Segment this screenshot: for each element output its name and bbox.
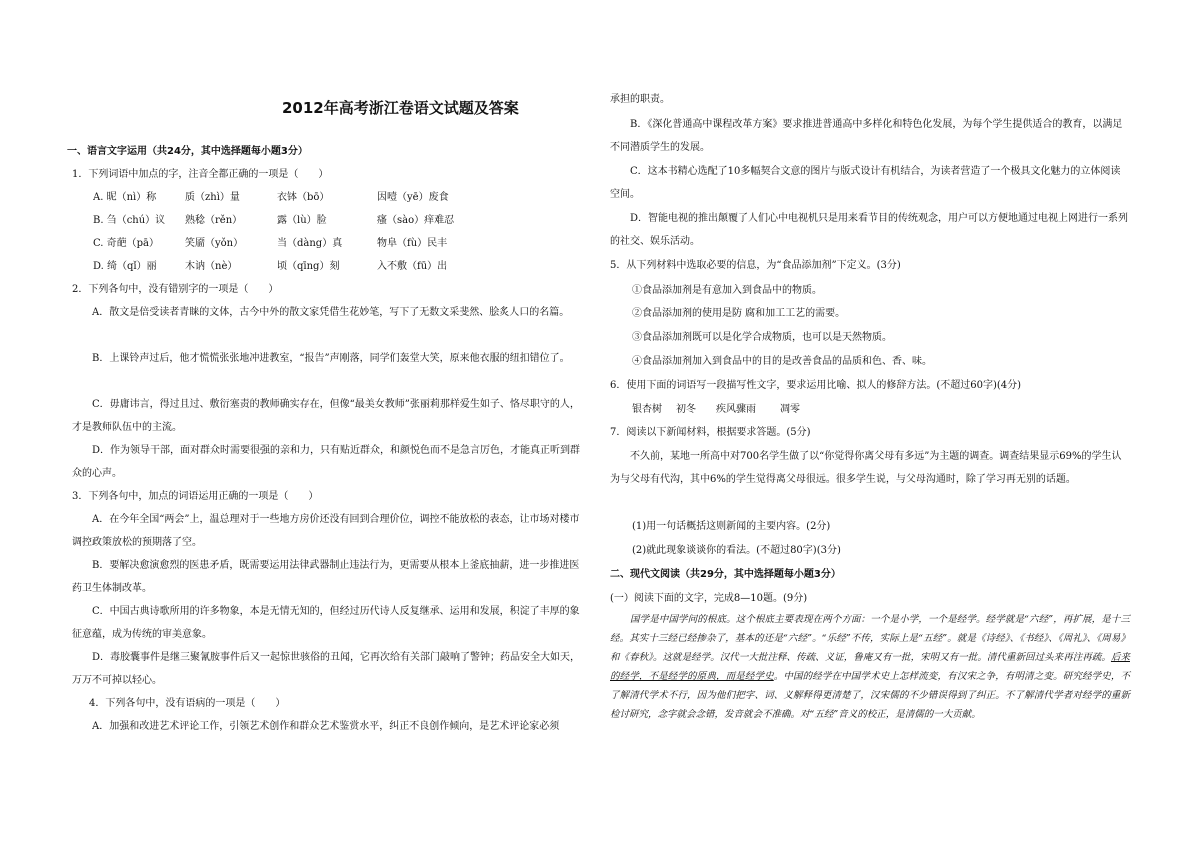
option-text: 质（zhì）量 — [185, 192, 240, 203]
option-text: 物阜（fù）民丰 — [377, 238, 448, 249]
q3-option-b: B．要解决愈演愈烈的医患矛盾，既需要运用法律武器制止违法行为，更需要从根本上釜底抽薪，进一步推进医药卫生体制改革。 — [72, 560, 580, 594]
q2-stem: 2．下列各句中，没有错别字的一项是（ ） — [72, 284, 279, 295]
reading-intro: (一）阅读下面的文字，完成8—10题。(9分) — [610, 593, 808, 604]
option-text: 入不敷（fū）出 — [377, 261, 448, 272]
q4-option-a-continued: 承担的职责。 — [610, 94, 670, 105]
option-text: A. 昵（nì）称 — [93, 192, 157, 203]
passage-text: 。中国的经学在中国学术史上怎样流变，有汉宋之争，有明清之变。研究经学史，不了解清代学术不行，因为他们把字、词、义解释得更清楚了，汉宋儒的不少错误得到了纠正。不了解清代学者对经学的重新检讨研究，念字就会念错，发音就会不准确。对“五经”音义的校正，是清儒的一大贡献。 — [610, 671, 1130, 720]
q6-word: 银杏树 — [632, 404, 662, 415]
option-text: 熟稔（rěn） — [185, 215, 243, 226]
q1-option-d — [93, 255, 469, 278]
passage-underlined-text: 后来的经学，不是经学的原典，而是经学史 — [610, 652, 1130, 682]
q4-stem: 4．下列各句中，没有语病的一项是（ ） — [89, 698, 286, 709]
q1-stem: 1．下列词语中加点的字，注音全都正确的一项是（ ） — [72, 169, 329, 180]
option-text: 木讷（nè） — [185, 261, 238, 272]
option-text: 当（dàng）真 — [277, 238, 343, 249]
q3-option-a: A．在今年全国“两会”上，温总理对于一些地方房价还没有回到合理价位，调控不能放松的表态，让市场对楼市调控政策放松的预期落了空。 — [72, 514, 580, 548]
q3-option-c: C．中国古典诗歌所用的许多物象，本是无情无知的，但经过历代诗人反复继承、运用和发展，积淀了丰厚的象征意蕴，成为传统的审美意象。 — [72, 606, 580, 640]
page-title: 2012年高考浙江卷语文试题及答案 — [282, 99, 519, 117]
q4-option-b: B．《深化普通高中课程改革方案》要求推进普通高中多样化和特色化发展，为每个学生提供适合的教育，以满足不同潜质学生的发展。 — [610, 119, 1123, 153]
option-text: 顷（qīng）刻 — [277, 261, 340, 272]
section-heading-1: 一、语言文字运用（共24分，其中选择题每小题3分） — [67, 146, 308, 157]
passage-text: 国学是中国学问的根底。这个根底主要表现在两个方面：一个是小学，一个是经学。经学就是“六经”，再扩展，是十三经。其实十三经已经掺杂了，基本的还是“六经”。“乐经”不传，实际上是“五经”。就是《诗经》、《书经》、《周礼》、《周易》和《春秋》。这就是经学。汉代一大批注释、传疏、义证，鲁庵又有一批，宋明又有一批。清代重新回过头来再注再疏。 — [610, 614, 1130, 663]
q5-item: ④食品添加剂加入到食品中的目的是改善食品的品质和色、香、味。 — [632, 356, 932, 367]
option-text: 因噎（yē）废食 — [377, 192, 449, 203]
q2-option-d: D．作为领导干部，面对群众时需要很强的亲和力，只有贴近群众，和颜悦色而不是急言厉色，才能真正听到群众的心声。 — [72, 445, 581, 479]
q1-option-a — [93, 186, 471, 209]
q5-item: ③食品添加剂既可以是化学合成物质，也可以是天然物质。 — [632, 332, 892, 343]
q2-option-a: A．散文是倍受读者青睐的文体，古今中外的散文家凭借生花妙笔，写下了无数文采斐然、脍炙人口的名篇。 — [92, 307, 570, 318]
q3-option-d: D．毒胶囊事件是继三聚氰胺事件后又一起惊世骇俗的丑闻，它再次给有关部门敲响了警钟；药品安全大如天，万万不可掉以轻心。 — [72, 652, 581, 686]
q4-option-d: D．智能电视的推出颠覆了人们心中电视机只是用来看节目的传统观念，用户可以方便地通过电视上网进行一系列的社交、娱乐活动。 — [610, 213, 1129, 247]
q5-stem: 5．从下列材料中选取必要的信息，为“食品添加剂”下定义。(3分) — [610, 260, 901, 271]
q6-word: 疾风骤雨 — [716, 404, 756, 415]
q6-words — [632, 398, 800, 421]
q6-stem: 6．使用下面的词语写一段描写性文字，要求运用比喻、拟人的修辞方法。(不超过60字)(4分) — [610, 380, 1022, 391]
q5-item: ①食品添加剂是有意加入到食品中的物质。 — [632, 285, 822, 296]
option-text: 露（lù）脸 — [277, 215, 327, 226]
option-text: 衣钵（bō） — [277, 192, 330, 203]
q5-item: ②食品添加剂的使用是防 腐和加工工艺的需要。 — [632, 308, 846, 319]
option-text: B. 刍（chú）议 — [93, 215, 166, 226]
q1-option-b — [93, 209, 476, 232]
q6-word: 初冬 — [676, 404, 696, 415]
q2-option-c: C．毋庸讳言，得过且过、敷衍塞责的教师确实存在，但像“最美女教师”张丽莉那样爱生如子、恪尽职守的人，才是教师队伍中的主流。 — [72, 399, 580, 433]
q7-sub1: (1)用一句话概括这则新闻的主要内容。(2分) — [632, 521, 831, 532]
option-text: C. 奇葩（pā） — [93, 238, 160, 249]
q1-option-c — [93, 232, 469, 255]
section-heading-2: 二、现代文阅读（共29分，其中选择题每小题3分） — [610, 569, 841, 580]
q4-option-c: C．这本书精心选配了10多幅契合文意的图片与版式设计有机结合，为读者营造了一个极具文化魅力的立体阅读空间。 — [610, 166, 1121, 200]
q2-option-b: B．上课铃声过后，他才慌慌张张地冲进教室，“报告”声刚落，同学们轰堂大笑，原来他衣服的纽扣错位了。 — [92, 353, 570, 364]
q6-word: 凋零 — [780, 404, 800, 415]
q4-option-a: A．加强和改进艺术评论工作，引领艺术创作和群众艺术鉴赏水平，纠正不良创作倾向，是艺术评论家必须 — [92, 721, 560, 732]
q7-material: 不久前，某地一所高中对700名学生做了以“你觉得你离父母有多远”为主题的调查。调查结果显示69%的学生认为与父母有代沟，其中6%的学生觉得离父母很远。很多学生说，与父母沟通时，除了学习再无别的话题。 — [610, 451, 1122, 485]
q7-stem: 7．阅读以下新闻材料，根据要求答题。(5分) — [610, 427, 811, 438]
option-text: 瘙（sào）痒难忍 — [377, 215, 455, 226]
q7-sub2: (2)就此现象谈谈你的看法。(不超过80字)(3分) — [632, 545, 841, 556]
q3-stem: 3．下列各句中，加点的词语运用正确的一项是（ ） — [72, 491, 319, 502]
option-text: D. 绮（qǐ）丽 — [93, 261, 157, 272]
reading-passage — [610, 610, 1130, 724]
option-text: 笑靥（yǒn） — [185, 238, 244, 249]
